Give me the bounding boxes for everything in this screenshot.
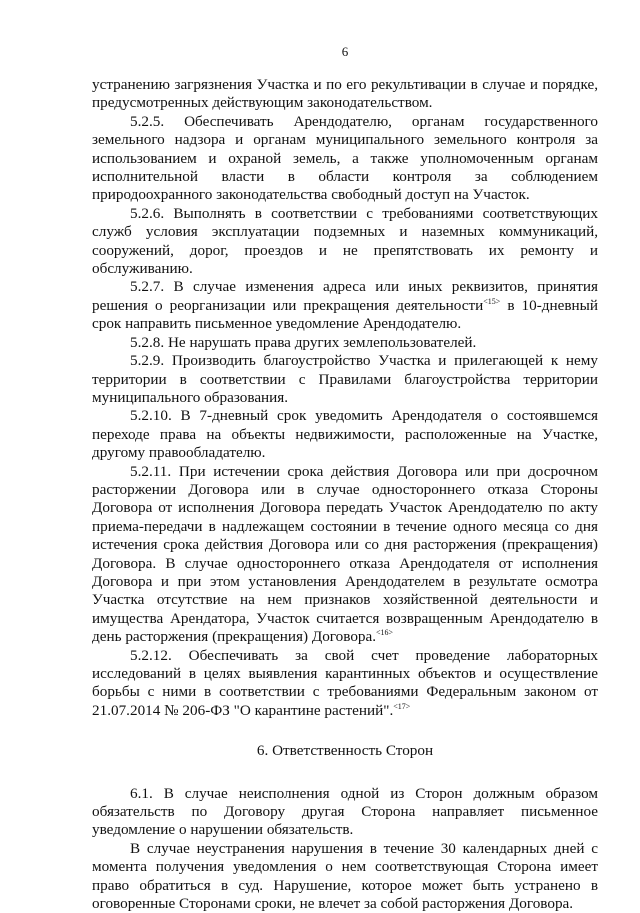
paragraph: устранению загрязнения Участка и по его рекультивации в случае и порядке, предусмотренных действующим законодательством. [92,76,598,112]
paragraph: 5.2.11. При истечении срока действия Договора или при досрочном расторжении Договора или в случае одностороннего отказа Стороны Договора от исполнения Договора передать Участок Арендодателю по акту приема-передачи в надлежащем состоянии в течение одного месяца со дня истечения срока действия Договора или со дня расторжения (прекращения) Договора. В случае одностороннего отказа Арендодателя от исполнения Договора и при этом установления Арендодателем в результате осмотра Участка отсутствие на нем признаков хозяйственной деятельности и имущества Арендатора, Участок считается возвращенным Арендодателю в день расторжения (прекращения) Договора.$^{<16>}$ [92,462,598,646]
paragraph: 6.1. В случае неисполнения одной из Сторон должным образом обязательств по Договору другая Сторона направляет письменное уведомление о нарушении обязательств. [92,784,598,839]
footnote-ref: <16> [376,628,394,638]
document-body [92,76,598,913]
paragraph: 5.2.5. Обеспечивать Арендодателю, органам государственного земельного надзора и органам муниципального земельного контроля за использованием и охраной земель, а также уполномоченным органам исполнительной власти в области контроля за соблюдением природоохранного законодательства свободный доступ на Участок. [92,112,598,204]
paragraph: В случае неустранения нарушения в течение 30 календарных дней с момента получения уведомления о нем соответствующая Сторона имеет право обратиться в суд. Нарушение, которое может быть устранено в оговоренные Сторонами сроки, не влечет за собой расторжения Договора. [92,839,598,913]
section-heading: 6. Ответственность Сторон [256,742,434,760]
paragraph: 5.2.9. Производить благоустройство Участка и прилегающей к нему территории в соответствии с Правилами благоустройства территории муниципального образования. [92,352,598,406]
paragraph: 5.2.6. Выполнять в соответствии с требованиями соответствующих служб условия эксплуатации подземных и наземных коммуникаций, сооружений, дорог, проездов и не препятствовать их ремонту и обслуживанию. [92,204,598,278]
paragraph: 5.2.10. В 7-дневный срок уведомить Арендодателя о состоявшемся переходе права на объекты недвижимости, расположенные на Участке, другому правообладателю. [92,407,598,462]
paragraph: 5.2.8. Не нарушать права других землепользователей. [130,333,477,351]
paragraph: 5.2.12. Обеспечивать за свой счет проведение лабораторных исследований в целях выявления карантинных объектов и осуществление борьбы с ними в соответствии с требованиями Федеральным законом от 21.07.2014 № 206-ФЗ "О карантине растений".$^{<17>}$ [92,646,598,719]
page-number: 6 [341,44,349,59]
footnote-ref: <17> [393,701,411,711]
paragraph: 5.2.7. В случае изменения адреса или иных реквизитов, принятия решения о реорганизации или прекращения деятельности$^{<15>}$ в 10-дневный срок направить письменное уведомление Арендодателю. [92,278,598,333]
footnote-ref: <15> [483,296,501,306]
clauses-6 [92,785,598,913]
clauses-5-2 [92,76,598,720]
